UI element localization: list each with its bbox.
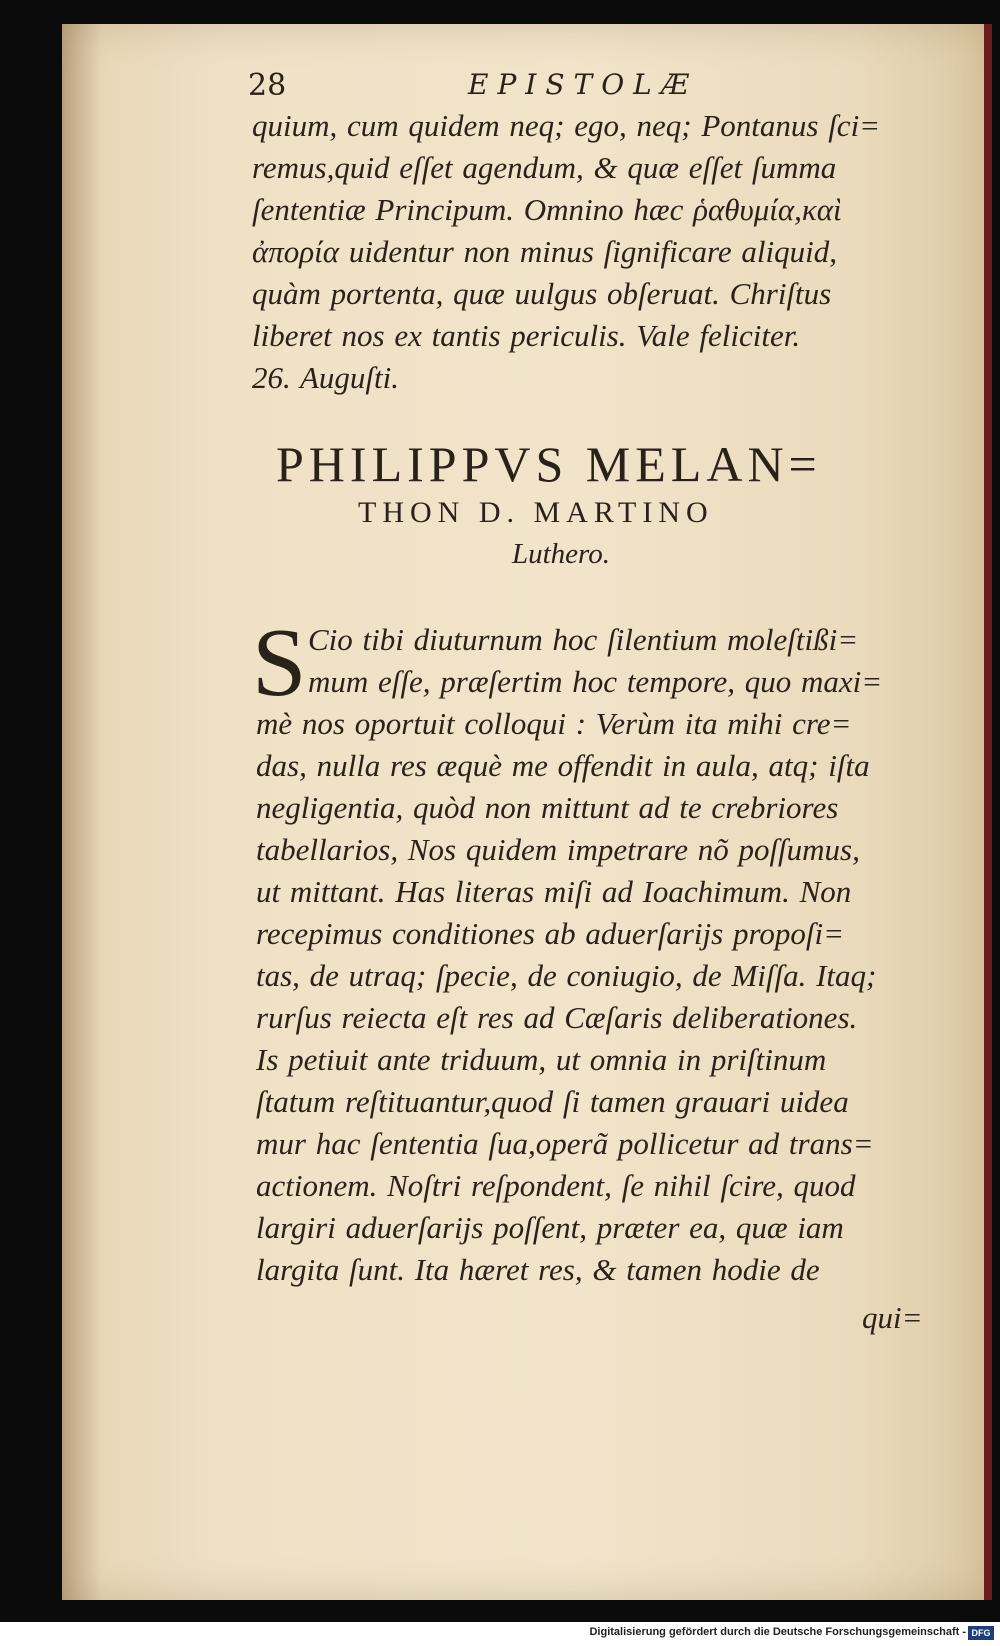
letter-body-line: ut mittant. Has literas miſi ad Ioachimum. Non	[256, 874, 852, 909]
letter-body-line: negligentia, quòd non mittunt ad te crebriores	[256, 790, 839, 825]
catchword: qui=	[862, 1300, 923, 1335]
page-gutter-shadow	[62, 24, 102, 1600]
letter-body-line: Is petiuit ante triduum, ut omnia in priſtinum	[256, 1042, 827, 1077]
previous-letter-line: remus,quid eſſet agendum, & quæ eſſet ſumma	[252, 150, 837, 185]
scan-bottom-band	[0, 1600, 1000, 1622]
letter-body-line: mè nos oportuit colloqui : Verùm ita mihi cre=	[256, 706, 852, 741]
running-head: EPISTOLÆ	[468, 68, 698, 101]
previous-letter-line: quium, cum quidem neq; ego, neq; Pontanus ſci=	[252, 108, 881, 143]
digitization-footer	[0, 1622, 1000, 1646]
letter-body-line: largiri aduerſarijs poſſent, præter ea, quæ iam	[256, 1210, 844, 1245]
letter-body-line: rurſus reiecta eſt res ad Cæſaris deliberationes.	[256, 1000, 858, 1035]
letter-heading-line-3: Luthero.	[512, 538, 611, 570]
letter-body-line: mum eſſe, præſertim hoc tempore, quo maxi=	[308, 664, 883, 699]
letter-body-line: tas, de utraq; ſpecie, de coniugio, de Miſſa. Itaq;	[256, 958, 877, 993]
letter-body-line: recepimus conditiones ab aduerſarijs propoſi=	[256, 916, 845, 951]
letter-heading-line-2: THON D. MARTINO	[358, 496, 714, 529]
letter-body-line: tabellarios, Nos quidem impetrare nõ poſſumus,	[256, 832, 860, 867]
previous-letter-line: ſententiæ Principum. Omnino hæc ῥαθυμία,καὶ	[252, 192, 842, 227]
letter-heading-line-1: PHILIPPVS MELAN=	[276, 436, 822, 492]
drop-cap: S	[252, 609, 307, 717]
letter-body-line: mur hac ſententia ſua,operã pollicetur ad trans=	[256, 1126, 874, 1161]
letter-body-line: Cio tibi diuturnum hoc ſilentium moleſtißi=	[308, 622, 859, 657]
page-number: 28	[248, 68, 287, 103]
letter-body-line: largita ſunt. Ita hæret res, & tamen hodie de	[256, 1252, 820, 1287]
letter-body-line: das, nulla res æquè me offendit in aula, atq; iſta	[256, 748, 870, 783]
footer-credit-text: Digitalisierung gefördert durch die Deutsche Forschungsgemeinschaft -	[589, 1626, 966, 1638]
letter-body-line: ſtatum reſtituantur,quod ſi tamen grauari uidea	[256, 1084, 849, 1119]
page-edge-binding	[984, 24, 992, 1600]
dfg-logo: DFG	[968, 1626, 994, 1640]
letter-body-line: actionem. Noſtri reſpondent, ſe nihil ſcire, quod	[256, 1168, 856, 1203]
previous-letter-line: liberet nos ex tantis periculis. Vale feliciter.	[252, 318, 801, 353]
previous-letter-date: 26. Auguſti.	[252, 360, 399, 395]
previous-letter-line: quàm portenta, quæ uulgus obſeruat. Chriſtus	[252, 276, 832, 311]
previous-letter-line: ἀπορία uidentur non minus ſignificare aliquid,	[252, 234, 838, 269]
